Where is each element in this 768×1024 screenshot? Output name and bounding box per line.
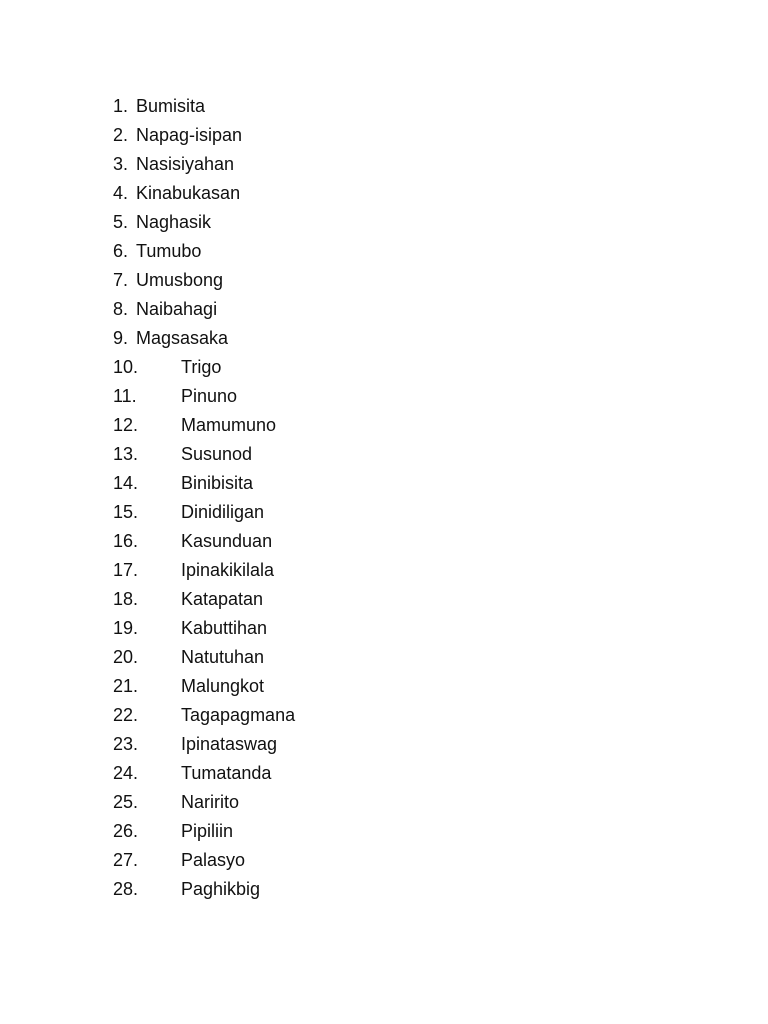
item-number: 8.: [113, 299, 129, 319]
item-number: 26.: [113, 821, 139, 841]
item-number: 5.: [113, 212, 129, 232]
item-word: Naghasik: [136, 212, 212, 232]
item-number: 11.: [113, 386, 137, 406]
item-word: Tumubo: [136, 241, 202, 261]
item-word: Tumatanda: [181, 763, 272, 783]
item-number: 15.: [113, 502, 139, 522]
item-number: 10.: [113, 357, 139, 377]
item-number: 4.: [113, 183, 129, 203]
item-number: 28.: [113, 879, 139, 899]
item-word: Mamumuno: [181, 415, 277, 435]
item-number: 14.: [113, 473, 139, 493]
item-number: 20.: [113, 647, 139, 667]
item-word: Paghikbig: [181, 879, 261, 899]
item-number: 12.: [113, 415, 139, 435]
item-number: 23.: [113, 734, 139, 754]
item-number: 17.: [113, 560, 139, 580]
item-number: 24.: [113, 763, 139, 783]
item-word: Trigo: [181, 357, 222, 377]
item-number: 2.: [113, 125, 129, 145]
item-word: Magsasaka: [136, 328, 229, 348]
item-word: Pipiliin: [181, 821, 234, 841]
item-number: 13.: [113, 444, 139, 464]
item-word: Naibahagi: [136, 299, 218, 319]
item-word: Bumisita: [136, 96, 206, 116]
item-number: 27.: [113, 850, 139, 870]
item-word: Malungkot: [181, 676, 265, 696]
item-number: 1.: [113, 96, 129, 116]
item-number: 19.: [113, 618, 139, 638]
item-number: 9.: [113, 328, 129, 348]
item-word: Ipinakikilala: [181, 560, 275, 580]
item-number: 18.: [113, 589, 139, 609]
item-word: Kinabukasan: [136, 183, 241, 203]
item-number: 7.: [113, 270, 129, 290]
item-number: 21.: [113, 676, 139, 696]
item-number: 6.: [113, 241, 129, 261]
item-word: Umusbong: [136, 270, 224, 290]
item-word: Palasyo: [181, 850, 246, 870]
item-word: Ipinataswag: [181, 734, 278, 754]
item-word: Tagapagmana: [181, 705, 296, 725]
item-word: Susunod: [181, 444, 253, 464]
item-word: Nasisiyahan: [136, 154, 235, 174]
item-number: 22.: [113, 705, 139, 725]
item-word: Binibisita: [181, 473, 254, 493]
item-number: 16.: [113, 531, 139, 551]
item-word: Kasunduan: [181, 531, 273, 551]
item-number: 25.: [113, 792, 139, 812]
item-word: Katapatan: [181, 589, 264, 609]
item-word: Naririto: [181, 792, 240, 812]
item-word: Natutuhan: [181, 647, 265, 667]
item-word: Dinidiligan: [181, 502, 265, 522]
item-number: 3.: [113, 154, 129, 174]
item-word: Napag-isipan: [136, 125, 243, 145]
item-word: Kabuttihan: [181, 618, 268, 638]
item-word: Pinuno: [181, 386, 238, 406]
